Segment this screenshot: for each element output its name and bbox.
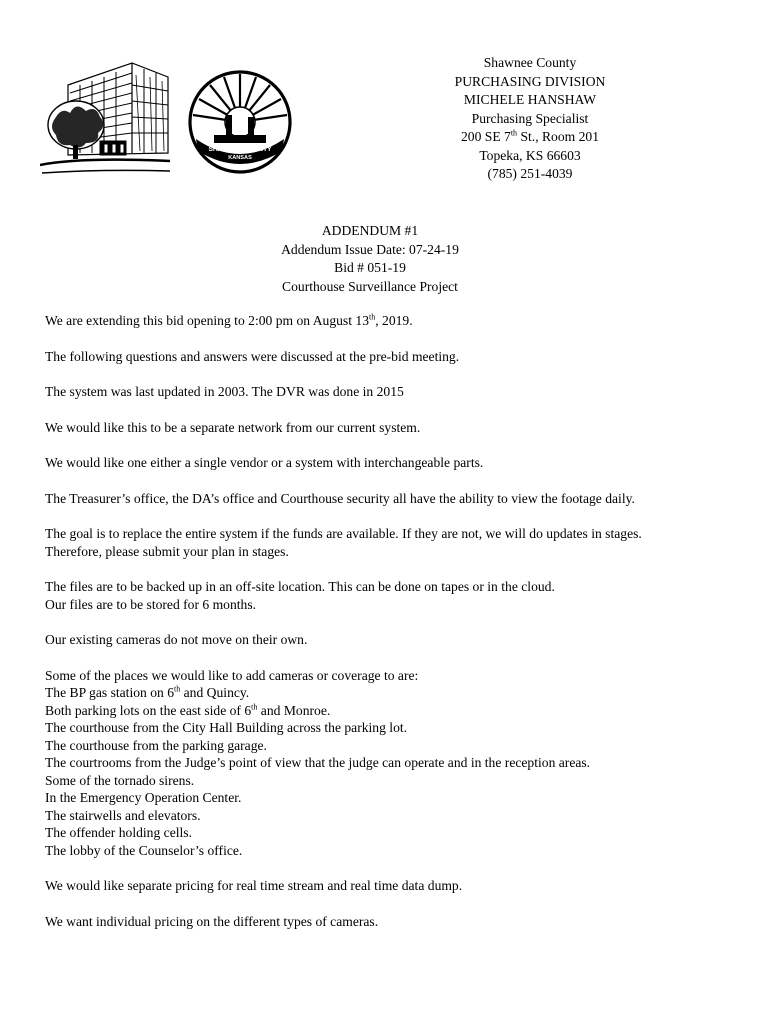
addendum-heading (0, 222, 740, 296)
pricing-cameras-paragraph: We want individual pricing on the different types of cameras. (45, 913, 379, 929)
list-item: The offender holding cells. (45, 825, 192, 840)
seal-text-county: SHAWNEE COUNTY (208, 146, 272, 153)
list-item: The stairwells and elevators. (45, 807, 201, 823)
street-address: 200 SE 7th St., Room 201 (460, 128, 600, 144)
list-item: The courtrooms from the Judge’s point of view that the judge can operate and in the reception areas. (45, 755, 591, 770)
list-item: The courthouse from the parking garage. (45, 737, 267, 753)
bid-number: Bid # 051-19 (334, 260, 406, 275)
list-item: In the Emergency Operation Center. (45, 790, 242, 805)
bid-extension-paragraph: We are extending this bid opening to 2:00 pm on August 13th, 2019. (45, 312, 413, 328)
letterhead (430, 54, 630, 184)
goal-paragraph: The goal is to replace the entire system if the funds are available. If they are not, we will do updates in stages. Therefore, please submit your plan in stages. (45, 526, 642, 559)
contact-name: MICHELE HANSHAW (463, 92, 597, 107)
viewing-paragraph: The Treasurer’s office, the DA’s office and Courthouse security all have the ability to view the footage daily. (45, 490, 635, 506)
separate-network-paragraph: We would like this to be a separate network from our current system. (45, 419, 421, 435)
list-item: The lobby of the Counselor’s office. (45, 842, 243, 858)
county-name: Shawnee County (483, 55, 577, 70)
issue-date: Addendum Issue Date: 07-24-19 (281, 241, 459, 257)
list-item: Some of the places we would like to add cameras or coverage to are: (45, 667, 419, 683)
contact-title: Purchasing Specialist (471, 110, 589, 126)
list-item: The courthouse from the City Hall Building across the parking lot. (45, 720, 408, 735)
addendum-number: ADDENDUM #1 (321, 223, 419, 238)
list-item: The BP gas station on 6th and Quincy. (45, 684, 250, 700)
city-state-zip: Topeka, KS 66603 (479, 147, 581, 163)
backup-paragraph: The files are to be backed up in an off-site location. This can be done on tapes or in the cloud. Our files are to be stored for 6 months. (45, 579, 555, 612)
last-updated-paragraph: The system was last updated in 2003. The DVR was done in 2015 (45, 384, 404, 399)
cameras-static-paragraph: Our existing cameras do not move on their own. (45, 632, 308, 647)
list-item: Both parking lots on the east side of 6th and Monroe. (45, 701, 331, 718)
phone-number: (785) 251-4039 (487, 166, 573, 181)
vendor-paragraph: We would like one either a single vendor or a system with interchangeable parts. (45, 455, 484, 470)
camera-locations-list (45, 667, 735, 860)
addendum-body (45, 312, 735, 948)
division-name: PURCHASING DIVISION (454, 73, 606, 89)
qa-intro-paragraph: The following questions and answers were discussed at the pre-bid meeting. (45, 348, 460, 364)
pricing-stream-paragraph: We would like separate pricing for real time stream and real time data dump. (45, 878, 463, 893)
shawnee-county-logo (40, 55, 292, 185)
list-item: Some of the tornado sirens. (45, 772, 195, 788)
county-seal (190, 72, 290, 172)
seal-text-state: KANSAS (228, 155, 252, 161)
project-name: Courthouse Surveillance Project (282, 278, 458, 294)
